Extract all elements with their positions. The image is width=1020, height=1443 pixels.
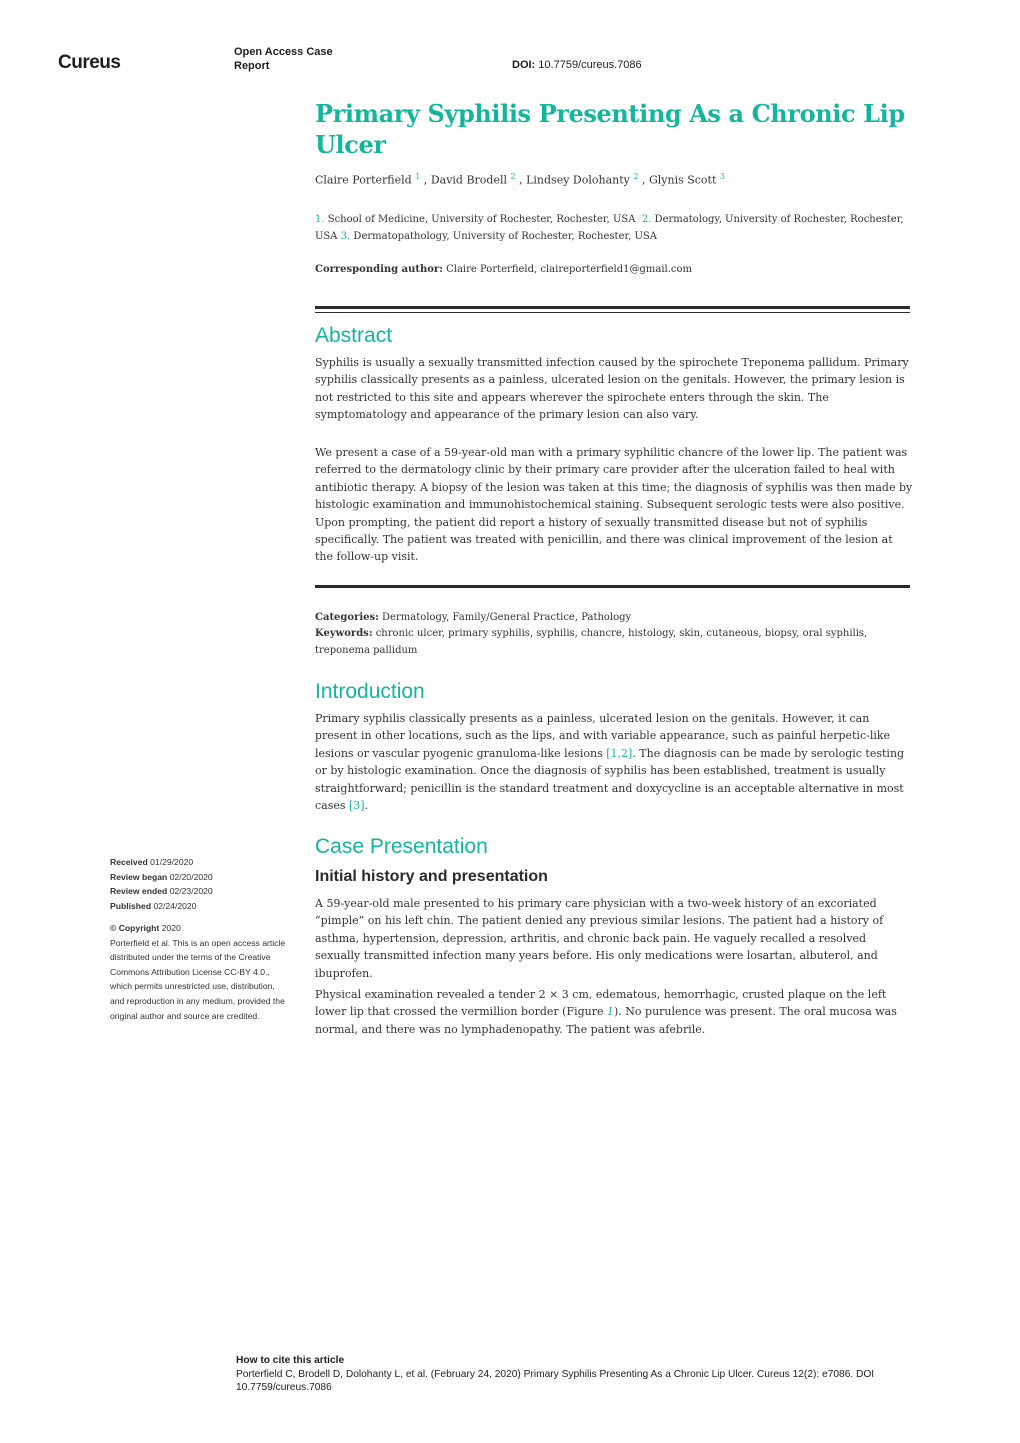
received-date: Received 01/29/2020 (110, 857, 194, 867)
author-affiliation-number: 1 (415, 172, 421, 181)
license-text: Porterfield et al. This is an open access article distributed under the terms of the Creative Commons Attribution License CC-BY 4.0., which permits unrestricted use, distribution, and reproduction in any medium, provided the original author and source are credited. (110, 937, 286, 1021)
doi-label: DOI: (512, 59, 536, 71)
categories (315, 610, 913, 627)
case-presentation-heading: Case Presentation (315, 835, 488, 858)
journal-logo[interactable]: Cureus (58, 52, 121, 73)
case-subheading: Initial history and presentation (315, 868, 548, 885)
divider (315, 312, 910, 313)
author-name[interactable]: Claire Porterfield (315, 173, 412, 187)
introduction-text: Primary syphilis classically presents as a painless, ulcerated lesion on the genitals. However, it can present in other locations, such as the lips, and with variable appearance, such as painful herpetic-like lesions or vascular pyogenic granuloma-like lesions (315, 712, 891, 760)
affiliation-text: School of Medicine, University of Rochester, Rochester, USA (327, 214, 636, 225)
affiliation-text: Dermatology, University of Rochester, Rochester, USA (315, 214, 904, 242)
article-type-line2: Report (234, 60, 270, 72)
author-name[interactable]: Lindsey Dolohanty (526, 173, 630, 187)
citation-text: Porterfield C, Brodell D, Dolohanty L, et al. (February 24, 2020) Primary Syphilis Presenting As a Chronic Lip Ulcer. Cureus 12(2): e7086. DOI 10.7759/cureus.7086 (236, 1368, 875, 1393)
introduction-paragraph (315, 710, 913, 814)
divider (315, 585, 910, 588)
article-type-line1: Open Access Case (234, 46, 333, 58)
introduction-text: . The diagnosis can be made by serologic testing or by histologic examination. Once the diagnosis of syphilis has been established, treatment is usually straightforward; penicillin is the standard treatment and doxycycline is an acceptable alternative in most cases (315, 746, 905, 813)
case-paragraph-1: A 59-year-old male presented to his primary care physician with a two-week history of an excoriated “pimple” on his left chin. The patient denied any previous similar lesions. The patient had a history of asthma, hypertension, depression, arthritis, and chronic back pain. He vaguely recalled a resolved sexually transmitted infection many years before. His only medications were losartan, albuterol, and ibuprofen. (315, 897, 884, 980)
citation-label: How to cite this article (236, 1355, 345, 1366)
keywords (315, 626, 913, 659)
copyright-block (110, 921, 290, 1023)
article-type (234, 45, 333, 73)
author-affiliation-number: 2 (510, 172, 516, 181)
publication-dates (110, 855, 290, 913)
figure-link[interactable]: 1 (607, 1005, 615, 1019)
abstract-paragraph-2: We present a case of a 59-year-old man with a primary syphilitic chancre of the lower lip. The patient was referred to the dermatology clinic by their primary care provider after the ulceration failed to heal with antibiotic therapy. A biopsy of the lesion was taken at this time; the diagnosis of syphilis was then made by histologic examination and immunohistochemical staining. Subsequent serologic tests were also positive. Upon prompting, the patient did report a history of sexually transmitted disease but not of syphilis specifically. The patient was treated with penicillin, and there was clinical improvement of the lesion at the follow-up visit. (315, 446, 913, 564)
case-text: ). No purulence was present. The oral mucosa was normal, and there was no lymphadenopathy. The patient was afebrile. (315, 1005, 897, 1036)
case-paragraph-2 (315, 986, 913, 1038)
corresponding-author (315, 264, 692, 275)
copyright-line: © Copyright 2020 (110, 923, 181, 933)
published-date: Published 02/24/2020 (110, 900, 197, 911)
abstract-paragraph-1: Syphilis is usually a sexually transmitted infection caused by the spirochete Treponema pallidum. Primary syphilis classically presents as a painless, ulcerated lesion on the genitals. However, the primary lesion is not restricted to this site and appears wherever the spirochete enters through the skin. The symptomatology and appearance of the primary lesion can also vary. (315, 356, 909, 422)
affiliation-text: Dermatopathology, University of Rochester, Rochester, USA (353, 231, 657, 242)
citation-block (236, 1354, 966, 1395)
author-affiliation-number: 3 (719, 172, 725, 181)
introduction-heading: Introduction (315, 680, 425, 703)
affiliation-number: 2. (641, 214, 652, 225)
article-title: Primary Syphilis Presenting As a Chronic Lip Ulcer (315, 99, 905, 159)
keywords-value: chronic ulcer, primary syphilis, syphilis, chancre, histology, skin, cutaneous, biopsy, oral syphilis, treponema pallidum (315, 628, 868, 656)
author-name[interactable]: Glynis Scott (648, 173, 717, 187)
reference-link[interactable]: [1,2] (606, 746, 633, 760)
doi (512, 59, 642, 71)
keywords-label: Keywords: (315, 628, 373, 639)
reference-link[interactable]: [3] (349, 799, 365, 813)
divider (315, 306, 910, 309)
author-list: Claire Porterfield $^1$ , David Brodell $^2$ , Lindsey Dolohanty $^2$ , Glynis Scott $^3$ (315, 172, 725, 187)
affiliations (315, 211, 915, 245)
introduction-text: . (364, 799, 369, 813)
author-affiliation-number: 2 (633, 172, 639, 181)
case-text: Physical examination revealed a tender 2 × 3 cm, edematous, hemorrhagic, crusted plaque on the left lower lip that crossed the vermillion border (Figure (315, 988, 887, 1019)
affiliation-number: 1. (315, 214, 325, 225)
categories-label: Categories: (315, 612, 379, 623)
affiliation-number: 3. (340, 231, 351, 242)
abstract-heading: Abstract (315, 324, 393, 347)
corresponding-author-label: Corresponding author: (315, 264, 443, 275)
review-ended-date: Review ended 02/23/2020 (110, 886, 213, 897)
doi-value[interactable]: 10.7759/cureus.7086 (538, 59, 642, 71)
author-name[interactable]: David Brodell (430, 173, 508, 187)
review-began-date: Review began 02/20/2020 (110, 871, 213, 882)
corresponding-author-value[interactable]: Claire Porterfield, claireporterfield1@gmail.com (446, 264, 693, 275)
categories-value: Dermatology, Family/General Practice, Pathology (382, 612, 632, 623)
